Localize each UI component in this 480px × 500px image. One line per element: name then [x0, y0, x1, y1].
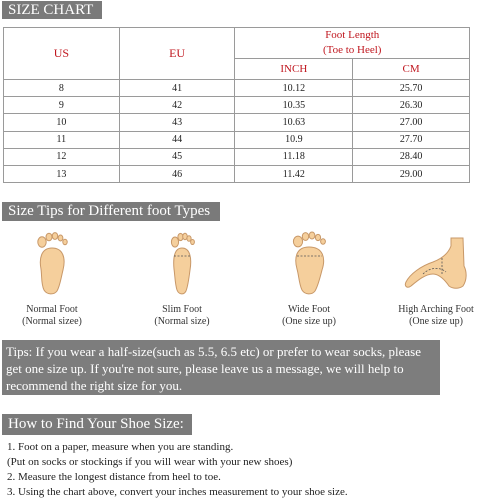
- foot-type-name: High Arching Foot: [398, 304, 474, 315]
- foot-type-name: Normal Foot: [26, 304, 78, 315]
- table-row: [4, 97, 470, 114]
- eu-header: EU: [119, 28, 235, 80]
- eu-cell: 41: [119, 80, 235, 97]
- foot-length-title: Foot Length: [325, 29, 380, 41]
- table-row: [4, 148, 470, 165]
- foot-type-high-arch: [381, 228, 480, 328]
- size-chart-table: [3, 27, 470, 183]
- foot-type-normal: [0, 228, 107, 328]
- sizing-tips-box: [2, 340, 440, 395]
- how-to-step: 2. Measure the longest distance from heel to toe.: [7, 471, 221, 483]
- wide-foot-icon: [287, 228, 331, 296]
- table-row: [4, 165, 470, 182]
- tips-line: get one size up. If you're not sure, please leave us a message, we will help to: [6, 361, 404, 376]
- us-cell: 13: [4, 165, 120, 182]
- eu-cell: 42: [119, 97, 235, 114]
- us-cell: 11: [4, 131, 120, 148]
- foot-type-advice: (Normal sizee): [22, 316, 82, 327]
- cm-cell: 25.70: [353, 80, 470, 97]
- cm-header: CM: [353, 59, 470, 80]
- table-row: [4, 114, 470, 131]
- eu-cell: 45: [119, 148, 235, 165]
- inch-cell: 10.12: [235, 80, 353, 97]
- tips-line: Tips: If you wear a half-size(such as 5.5, 6.5 etc) or prefer to wear socks, please: [6, 344, 422, 359]
- foot-type-slim: [127, 228, 237, 328]
- high-arch-foot-icon: [401, 228, 471, 296]
- foot-type-advice: (One size up): [409, 316, 463, 327]
- us-cell: 10: [4, 114, 120, 131]
- eu-cell: 46: [119, 165, 235, 182]
- foot-length-header: [235, 28, 470, 59]
- inch-cell: 10.63: [235, 114, 353, 131]
- inch-cell: 11.18: [235, 148, 353, 165]
- how-to-steps: [7, 440, 477, 500]
- foot-type-advice: (One size up): [282, 316, 336, 327]
- foot-type-advice: (Normal size): [154, 316, 210, 327]
- size-chart-banner: SIZE CHART: [2, 1, 102, 19]
- us-cell: 9: [4, 97, 120, 114]
- inch-cell: 10.9: [235, 131, 353, 148]
- foot-type-wide: [254, 228, 364, 328]
- us-cell: 8: [4, 80, 120, 97]
- foot-type-name: Wide Foot: [287, 304, 331, 315]
- cm-cell: 27.70: [353, 131, 470, 148]
- how-to-step: 1. Foot on a paper, measure when you are standing.: [7, 441, 234, 453]
- normal-foot-icon: [30, 228, 74, 296]
- cm-cell: 27.00: [353, 114, 470, 131]
- us-cell: 12: [4, 148, 120, 165]
- eu-cell: 43: [119, 114, 235, 131]
- foot-types-banner: Size Tips for Different foot Types: [2, 202, 220, 221]
- cm-cell: 28.40: [353, 148, 470, 165]
- foot-types-row: [0, 228, 480, 336]
- table-row: [4, 131, 470, 148]
- cm-cell: 26.30: [353, 97, 470, 114]
- us-header: US: [4, 28, 120, 80]
- inch-cell: 11.42: [235, 165, 353, 182]
- how-to-banner: How to Find Your Shoe Size:: [2, 414, 192, 435]
- foot-type-name: Slim Foot: [162, 304, 202, 315]
- cm-cell: 29.00: [353, 165, 470, 182]
- how-to-step: (Put on socks or stockings if you will wear with your new shoes): [7, 456, 293, 468]
- eu-cell: 44: [119, 131, 235, 148]
- how-to-step: 3. Using the chart above, convert your inches measurement to your shoe size.: [7, 486, 348, 498]
- foot-length-subtitle: (Toe to Heel): [322, 44, 382, 56]
- slim-foot-icon: [160, 228, 204, 296]
- tips-line: recommend the right size for you.: [6, 378, 183, 393]
- inch-cell: 10.35: [235, 97, 353, 114]
- inch-header: INCH: [235, 59, 353, 80]
- table-row: [4, 80, 470, 97]
